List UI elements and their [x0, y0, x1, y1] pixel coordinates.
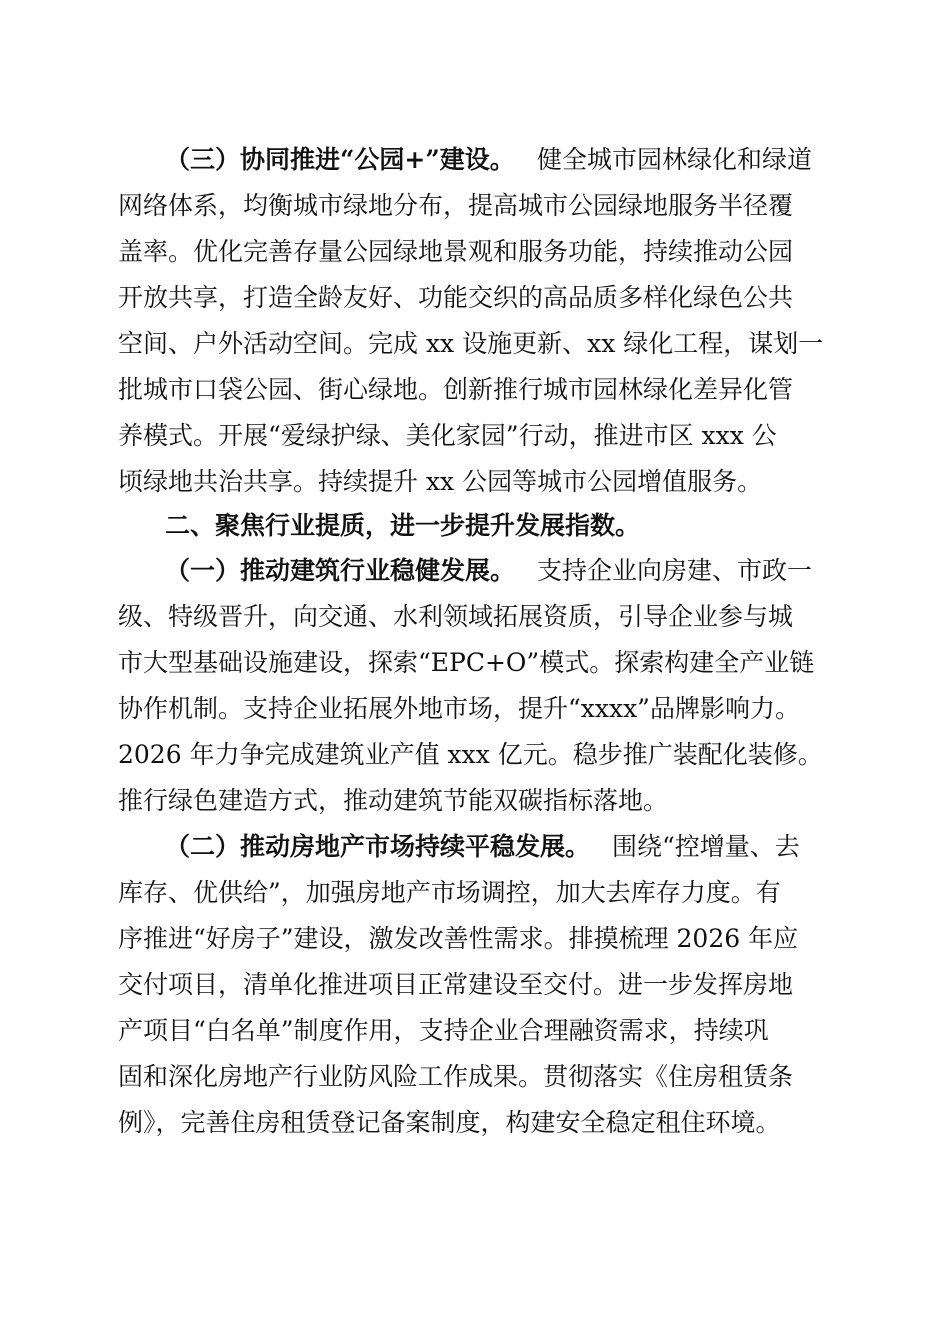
paragraph-line	[0, 186, 950, 226]
paragraph-text: 产项目“白名单”制度作用，支持企业合理融资需求，持续巩	[118, 1016, 769, 1045]
paragraph-text: 交付项目，清单化推进项目正常建设至交付。进一步发挥房地	[118, 970, 794, 999]
paragraph-line	[0, 735, 950, 775]
paragraph-line	[0, 965, 950, 1005]
paragraph-text: 支持企业向房建、市政一	[537, 556, 813, 585]
paragraph-text: 例》，完善住房租赁登记备案制度，构建安全稳定租住环境。	[118, 1108, 781, 1137]
paragraph-text: 空间、户外活动空间。完成 xx 设施更新、xx 绿化工程，谋划一	[118, 329, 824, 358]
section-heading: （三）协同推进“公园+”建设。	[165, 145, 515, 174]
paragraph-text: 推行绿色建造方式，推动建筑节能双碳指标落地。	[118, 786, 669, 815]
paragraph-text: 级、特级晋升，向交通、水利领域拓展资质，引导企业参与城	[118, 602, 794, 631]
paragraph-text: 顷绿地共治共享。持续提升 xx 公园等城市公园增值服务。	[118, 467, 763, 496]
paragraph-text: 固和深化房地产行业防风险工作成果。贯彻落实《住房租赁条	[118, 1062, 794, 1091]
section-heading: （二）推动房地产市场持续平稳发展。	[165, 832, 591, 861]
paragraph-line	[0, 278, 950, 318]
part-title-line	[0, 506, 950, 546]
paragraph-line	[0, 416, 950, 456]
paragraph-text: 网络体系，均衡城市绿地分布，提高城市公园绿地服务半径覆	[118, 191, 794, 220]
paragraph-text: 开放共享，打造全龄友好、功能交织的高品质多样化绿色公共	[118, 283, 794, 312]
paragraph-line	[0, 232, 950, 272]
paragraph-line	[0, 643, 950, 683]
paragraph-text: 围绕“控增量、去	[612, 832, 800, 861]
paragraph-text: 盖率。优化完善存量公园绿地景观和服务功能，持续推动公园	[118, 237, 794, 266]
paragraph-text: 养模式。开展“爱绿护绿、美化家园”行动，推进市区 xxx 公	[118, 421, 777, 450]
paragraph-line	[0, 781, 950, 821]
paragraph-text: 市大型基础设施建设，探索“EPC+O”模式。探索构建全产业链	[118, 648, 815, 677]
paragraph-text: 库存、优供给”，加强房地产市场调控，加大去库存力度。有	[118, 878, 781, 907]
paragraph-text: 协作机制。支持企业拓展外地市场，提升“xxxx”品牌影响力。	[118, 694, 800, 723]
paragraph-line	[0, 689, 950, 729]
paragraph-line	[0, 1057, 950, 1097]
paragraph-line	[0, 919, 950, 959]
paragraph-text: 2026 年力争完成建筑业产值 xxx 亿元。稳步推广装配化装修。	[118, 740, 823, 769]
paragraph-line	[0, 1103, 950, 1143]
paragraph-line	[0, 1011, 950, 1051]
paragraph-line	[0, 370, 950, 410]
paragraph-line	[0, 140, 950, 180]
paragraph-line	[0, 597, 950, 637]
section-heading: （一）推动建筑行业稳健发展。	[165, 556, 516, 585]
part-title: 二、聚焦行业提质，进一步提升发展指数。	[165, 511, 641, 540]
paragraph-line	[0, 551, 950, 591]
paragraph-text: 批城市口袋公园、街心绿地。创新推行城市园林绿化差异化管	[118, 375, 794, 404]
paragraph-line	[0, 324, 950, 364]
paragraph-text: 健全城市园林绿化和绿道	[537, 145, 813, 174]
paragraph-line	[0, 873, 950, 913]
paragraph-text: 序推进“好房子”建设，激发改善性需求。排摸梳理 2026 年应	[118, 924, 799, 953]
paragraph-line	[0, 827, 950, 867]
paragraph-line	[0, 462, 950, 502]
